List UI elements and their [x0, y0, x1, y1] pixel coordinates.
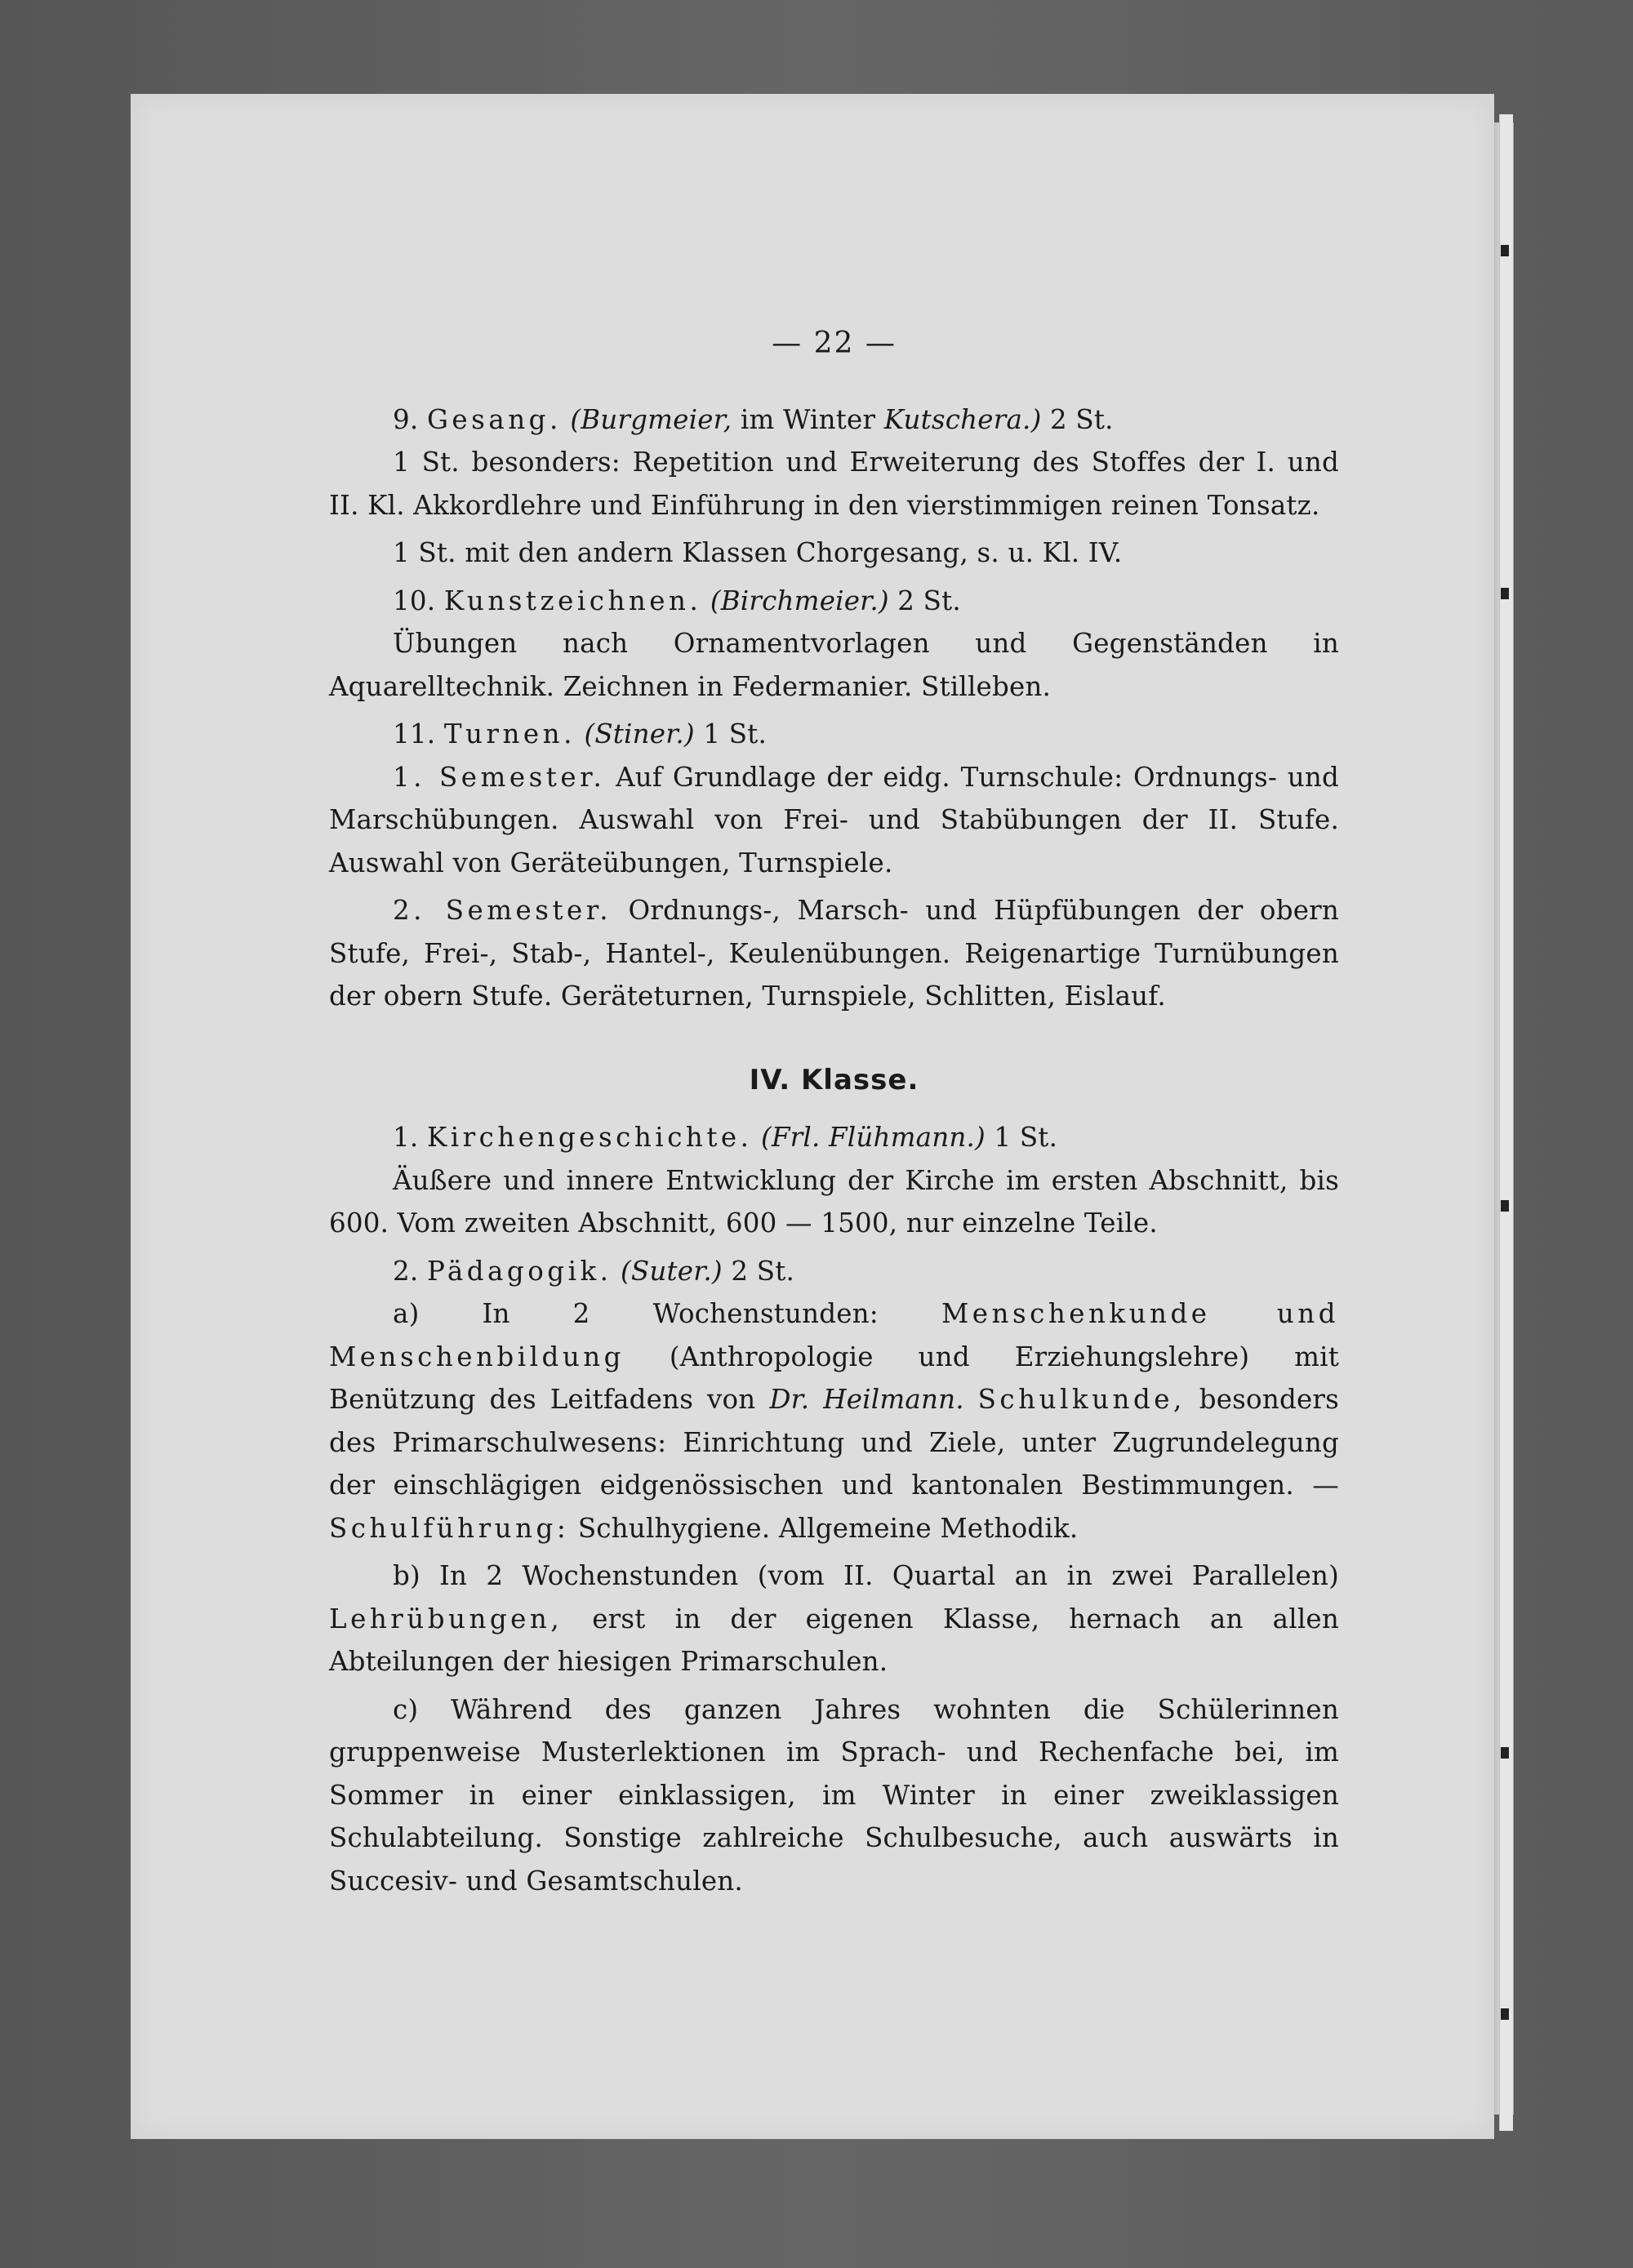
binding-mark	[1501, 1747, 1509, 1759]
paragraph: c) Während des ganzen Jahres wohnten die Schülerinnen gruppenweise Musterlektionen im Sprach- und Rechenfache bei, im Sommer in einer einklassigen, im Winter in einer zweiklassigen Schulabteilung. Sonstige zahlreiche Schulbesuche, auch auswärts in Succesiv- und Gesamtschulen.	[329, 1693, 1339, 1897]
binding-mark	[1501, 588, 1509, 599]
page-number: — 22 —	[772, 327, 897, 360]
paragraph: Äußere und innere Entwicklung der Kirche im ersten Abschnitt, bis 600. Vom zweiten Abschnitt, 600 — 1500, nur einzelne Teile.	[329, 1164, 1339, 1239]
binding-mark	[1501, 1200, 1509, 1212]
binding-mark	[1501, 2008, 1509, 2020]
paragraph: Übungen nach Ornamentvorlagen und Gegenständen in Aquarelltechnik. Zeichnen in Federmanier. Stilleben.	[329, 628, 1339, 702]
binding-strip	[1499, 114, 1513, 2131]
section-heading-gesang: 9. Gesang. (Burgmeier, im Winter Kutschera.) 2 St.	[393, 403, 1114, 435]
paragraph: a) In 2 Wochenstunden: Menschenkunde und Menschenbildung (Anthropologie und Erziehungslehre) mit Benützung des Leitfadens von Dr. Heilmann. Schulkunde, besonders des Primarschulwesens: Einrichtung und Ziele, unter Zugrundelegung der einschlägigen eidgenössischen und kantonalen Bestimmungen. — Schulführung: Schulhygiene. Allgemeine Methodik.	[329, 1298, 1340, 1544]
paragraph: 1. Semester. Auf Grundlage der eidg. Turnschule: Ordnungs- und Marschübungen. Auswahl von Frei- und Stabübungen der II. Stufe. Auswahl von Geräteübungen, Turnspiele.	[329, 761, 1340, 878]
paragraph: 1 St. mit den andern Klassen Chorgesang, s. u. Kl. IV.	[393, 537, 1123, 568]
page-text	[329, 322, 1339, 1902]
section-heading-turnen: 11. Turnen. (Stiner.) 1 St.	[393, 718, 767, 749]
section-heading-kunstzeichnen: 10. Kunstzeichnen. (Birchmeier.) 2 St.	[393, 585, 961, 616]
paragraph: 2. Semester. Ordnungs-, Marsch- und Hüpfübungen der obern Stufe, Frei-, Stab-, Hantel-, Keulenübungen. Reigenartige Turnübungen der obern Stufe. Geräteturnen, Turnspiele, Schlitten, Eislauf.	[329, 895, 1339, 1012]
class-heading: IV. Klasse.	[749, 1063, 919, 1096]
binding-mark	[1501, 245, 1509, 256]
section-heading-paedagogik: 2. Pädagogik. (Suter.) 2 St.	[393, 1255, 794, 1287]
paragraph: b) In 2 Wochenstunden (vom II. Quartal an in zwei Parallelen) Lehrübungen, erst in der eigenen Klasse, hernach an allen Abteilungen der hiesigen Primarschulen.	[329, 1560, 1339, 1677]
paragraph: 1 St. besonders: Repetition und Erweiterung des Stoffes der I. und II. Kl. Akkordlehre und Einführung in den vierstimmigen reinen Tonsatz.	[329, 447, 1339, 521]
section-heading-kirchengeschichte: 1. Kirchengeschichte. (Frl. Flühmann.) 1 St.	[393, 1122, 1058, 1153]
